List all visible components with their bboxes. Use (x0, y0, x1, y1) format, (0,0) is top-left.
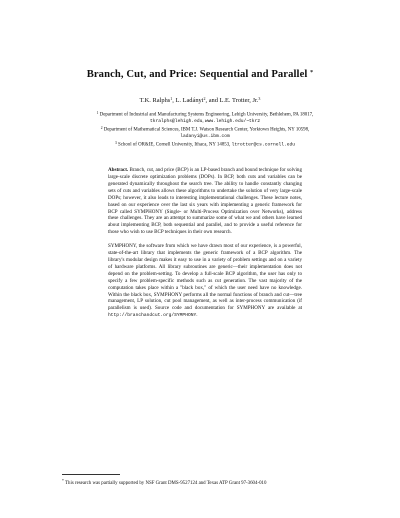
footnote-rule (62, 474, 120, 475)
abstract-end: . (196, 312, 198, 319)
affiliation-email[interactable]: ltrotter@cs.cornell.edu (231, 142, 296, 148)
abstract (108, 167, 302, 327)
affiliation-mark: 1 (96, 111, 99, 115)
author-name: L.E. Trotter, Jr. (219, 97, 259, 104)
affiliation-item (86, 110, 324, 125)
title-footnote-mark: * (310, 70, 314, 76)
author-list (60, 96, 340, 104)
abstract-paragraph (108, 243, 302, 320)
footnote (62, 478, 300, 487)
symphony-url[interactable]: http://branchandcut.org/SYMPHONY (108, 313, 197, 319)
paper-title (60, 69, 340, 80)
affiliation-separator: , (202, 118, 204, 124)
author-affil-mark: 2 (203, 96, 206, 101)
affiliation-text: Department of Mathematical Sciences, IBM T.J. Watson Research Center, Yorktown Heights, NY 10598, (103, 127, 310, 133)
abstract-paragraph (108, 167, 302, 236)
author-name: T.K. Ralphs (139, 97, 171, 104)
affiliation-item (86, 125, 324, 140)
abstract-text: SYMPHONY, the software from which we have drawn most of our experience, is a powerful, state-of-the-art library that implements the generic framework of a BCP algorithm. The library's modular design makes it easy to use in a variety of problem settings and on a variety of hardware platforms. All library subroutines are generic—their implementation does not depend on the problem-setting. To develop a full-scale BCP algorithm, the user has only to specify a few problem-specific methods such as cut generation. The vast majority of the computation takes place within a "black box," of which the user need have no knowledge. Within the black box, SYMPHONY performs all the normal functions of branch and cut—tree management, LP solution, cut pool management, as well as inter-process communication (if parallelism is used). Source code and documentation for SYMPHONY are available at (108, 243, 302, 312)
title-text: Branch, Cut, and Price: Sequential and Parallel (86, 69, 308, 80)
footnote-text: This research was partially supported by NSF Grant DMS-9527124 and Texas ATP Grant 97-3604-010 (65, 480, 267, 486)
affiliation-mark: 3 (114, 140, 117, 145)
affiliation-mark: 2 (100, 125, 103, 130)
affiliation-list (86, 110, 324, 149)
footnote-mark: * (62, 479, 64, 483)
affiliation-item (86, 140, 324, 149)
author-separator: , and (205, 97, 220, 104)
affiliation-email[interactable]: tkralphs@lehigh.edu (150, 118, 203, 124)
author-affil-mark: 1 (170, 96, 173, 101)
affiliation-text: Department of Industrial and Manufacturing Systems Engineering, Lehigh University, Bethlehem, PA 18017, (99, 112, 314, 118)
abstract-text: Branch, cut, and price (BCP) is an LP-based branch and bound technique for solving large-scale discrete optimization problems (DOPs). In BCP, both cuts and variables can be generated dynamically throughout the search tree. The ability to handle constantly changing sets of cuts and variables allows these algorithms to undertake the solution of very large-scale DOPs; however, it also leads to interesting implementational challenges. These lecture notes, based on our experience over the last six years with implementing a generic framework for BCP called SYMPHONY (Single- or Multi-Process Optimization over Networks), address these challenges. They are an attempt to summarize some of what we and others have learned about implementing BCP, both sequential and parallel, and to provide a useful reference for those who wish to use BCP techniques in their own research. (108, 167, 302, 236)
author-affil-mark: 3 (258, 96, 261, 101)
affiliation-url[interactable]: www.lehigh.edu/~tkr2 (204, 118, 260, 124)
affiliation-email[interactable]: ladanyi@us.ibm.com (180, 133, 230, 139)
affiliation-text: School of OR&IE, Cornell University, Ithaca, NY 14853, (118, 142, 231, 148)
abstract-label: Abstract. (108, 167, 129, 173)
author-separator: , (172, 97, 176, 104)
author-name: L. Ladányi (175, 97, 204, 104)
